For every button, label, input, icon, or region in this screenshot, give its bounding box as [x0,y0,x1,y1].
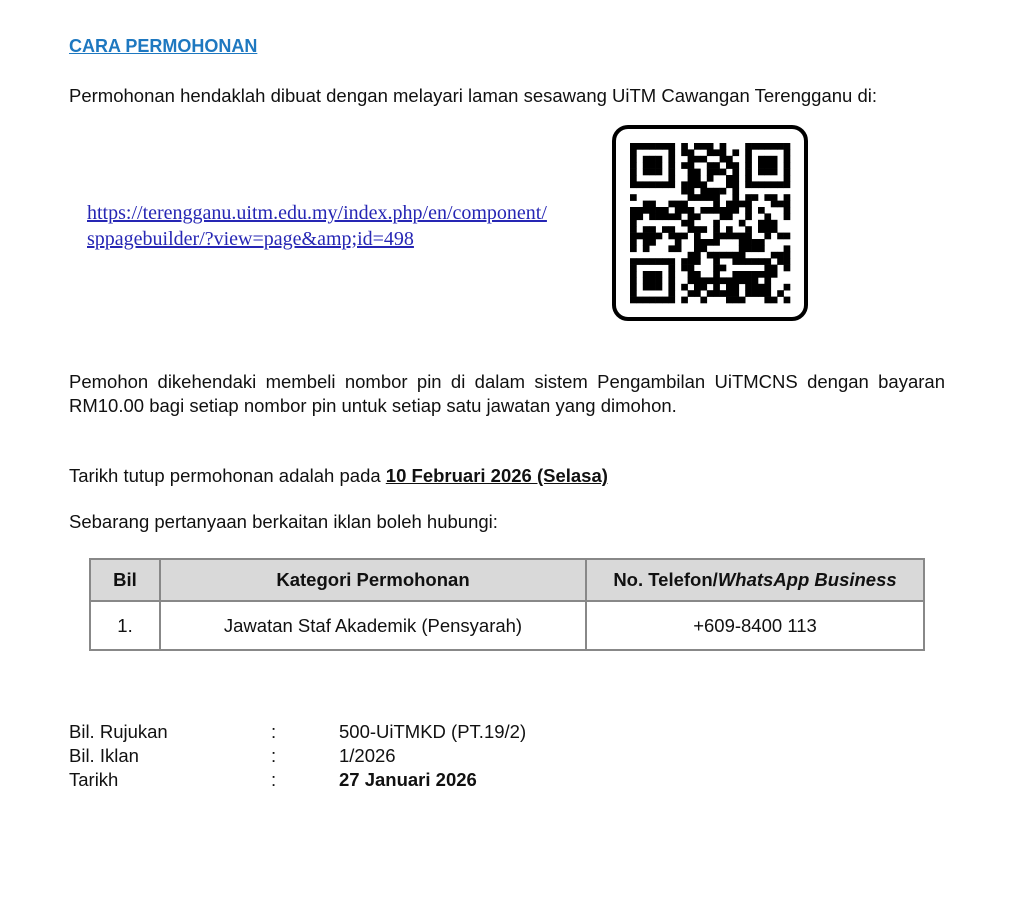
section-heading: CARA PERMOHONAN [69,36,258,56]
qr-code-icon [612,125,808,321]
instruction-paragraph: Permohonan hendaklah dibuat dengan melayari laman sesawang UiTM Cawangan Terengganu di: [69,85,878,106]
header-kategori: Kategori Permohonan [160,559,586,601]
header-bil: Bil [90,559,160,601]
table-header-row [90,559,924,601]
table-row [90,601,924,650]
ref-sep: : [271,745,277,766]
ref-value: 27 Januari 2026 [339,769,477,790]
ref-sep: : [271,769,277,790]
ref-label: Tarikh [69,769,119,790]
cell-kategori: Jawatan Staf Akademik (Pensyarah) [160,601,586,650]
ref-label: Bil. Iklan [69,745,139,766]
ref-label: Bil. Rujukan [69,721,168,742]
reference-row [69,744,396,768]
ref-value: 500-UiTMKD (PT.19/2) [339,721,527,742]
header-telefon [586,559,924,601]
contact-table [89,558,925,651]
closing-date-line [69,464,945,488]
reference-block [69,720,527,792]
cell-telefon: +609-8400 113 [586,601,924,650]
pin-paragraph: Pemohon dikehendaki membeli nombor pin di dalam sistem Pengambilan UiTMCNS dengan bayaran RM10.00 bagi setiap nombor pin untuk setiap satu jawatan yang dimohon. [69,371,945,416]
ref-value: 1/2026 [339,745,396,766]
application-link[interactable]: https://terengganu.uitm.edu.my/index.php/en/component/sppagebuilder/?view=page&amp;id=498 [87,202,547,250]
ref-sep: : [271,721,277,742]
cell-bil: 1. [90,601,160,650]
reference-row [69,768,477,792]
header-whatsapp-text: WhatsApp Business [717,569,897,590]
reference-row [69,720,527,744]
closing-date: 10 Februari 2026 (Selasa) [385,465,608,486]
closing-prefix: Tarikh tutup permohonan adalah pada [69,465,386,486]
header-telefon-text: No. Telefon/ [613,569,718,590]
contact-intro: Sebarang pertanyaan berkaitan iklan boleh hubungi: [69,511,498,532]
